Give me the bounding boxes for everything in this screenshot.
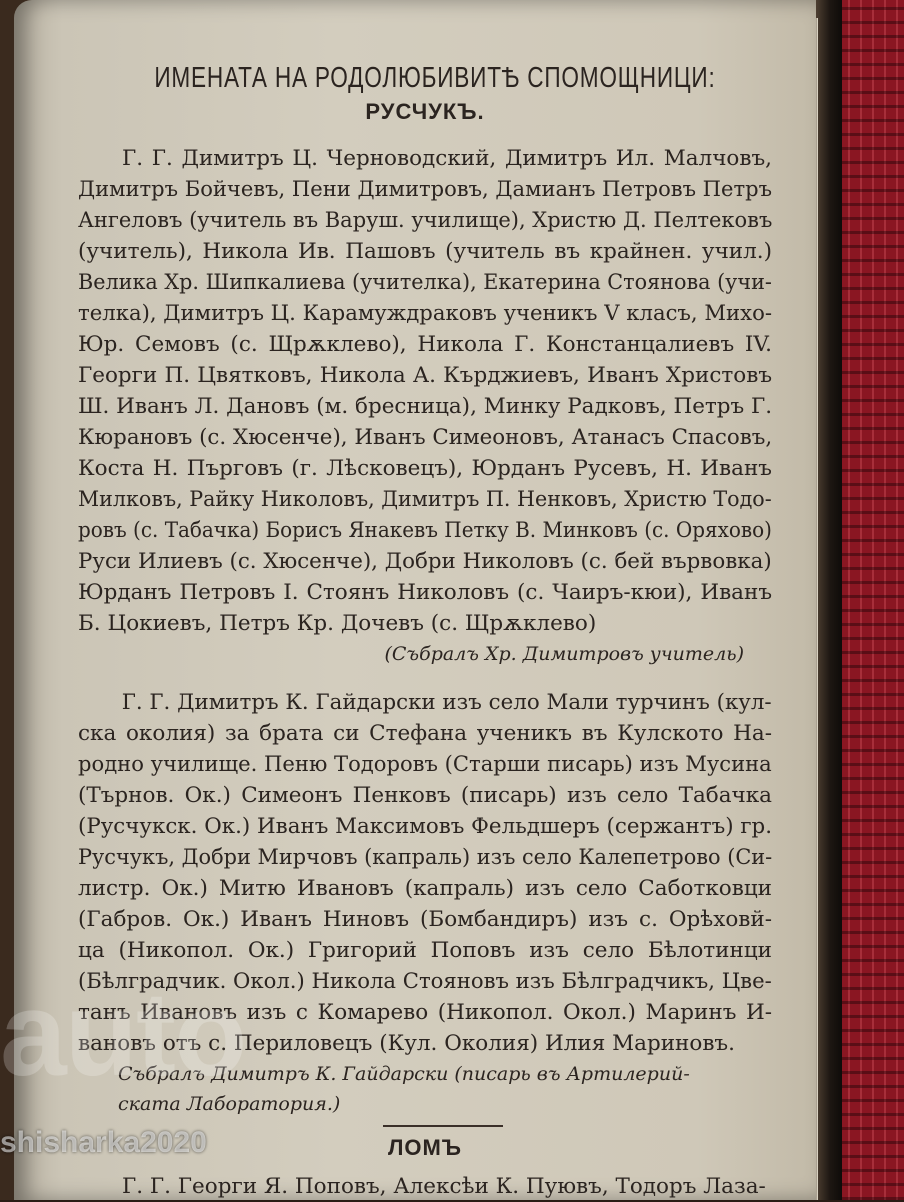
section-gaidarski-signature-1: Събралъ Димитръ К. Гайдарски (писарь въ Артилерий- [118, 1063, 690, 1085]
ruschuk-line: (учитель), Никола Ив. Пашовъ (учитель въ крайнен. учил.) [78, 239, 772, 264]
section-ruschuk-signature: (Събралъ Хр. Димитровъ учитель) [384, 643, 744, 665]
ruschuk-line: Милковъ, Райку Николовъ, Димитръ П. Ненковъ, Христю Тодо- [78, 487, 772, 512]
ruschuk-line: Димитръ Бойчевъ, Пени Димитровъ, Дамианъ Петровъ Петръ [78, 177, 773, 202]
gaidarski-line: ска околия) за брата си Стефана ученикъ въ Кулското На- [78, 721, 772, 746]
gaidarski-line: Г. Г. Димитръ К. Гайдарски изъ село Мали турчинъ (кул- [121, 690, 772, 715]
watermark-large: auto [0, 967, 246, 1101]
page-heading: ИМЕНАТА НА РОДОЛЮБИВИТѢ СПОМОЩНИЦИ: [154, 62, 716, 94]
gaidarski-line: (Габров. Ок.) Иванъ Ниновъ (Бомбандиръ) изъ с. Орѣховй- [78, 907, 772, 932]
gaidarski-line: Русчукъ, Добри Мирчовъ (капраль) изъ село Калепетрово (Си- [78, 845, 773, 870]
ruschuk-line: Ангеловъ (учитель въ Варуш. училище), Христю Д. Пелтековъ [78, 208, 773, 233]
ruschuk-line: Ш. Иванъ Л. Дановъ (м. бресница), Минку Радковъ, Петръ Г. [78, 394, 773, 419]
ruschuk-line: телка), Димитръ Ц. Карамуждраковъ ученикъ V класъ, Михо- [78, 301, 773, 326]
gaidarski-line: вановъ отъ с. Периловецъ (Кул. Околия) Илия Мариновъ. [78, 1031, 735, 1056]
gaidarski-line: ца (Никопол. Ок.) Григорий Поповъ изъ село Бѣлотинци [78, 938, 772, 963]
ruschuk-line: ровъ (с. Табачка) Борисъ Янакевъ Петку В. Минковъ (с. Оряхово) [78, 518, 772, 543]
ruschuk-line: Коста Н. Пърговъ (г. Лѣсковецъ), Юрданъ Русевъ, Н. Иванъ [78, 456, 772, 481]
ruschuk-line: Юрданъ Петровъ I. Стоянъ Николовъ (с. Чаиръ-кюи), Иванъ [78, 580, 772, 605]
ruschuk-line: Георги П. Цвятковъ, Никола А. Кърджиевъ, Иванъ Христовъ [78, 363, 772, 388]
watermark-text: shisharka2020 [0, 1126, 207, 1159]
ruschuk-line: Руси Илиевъ (с. Хюсенче), Добри Николовъ (с. бей вървовка) [78, 549, 772, 574]
ruschuk-line: Кюрановъ (с. Хюсенче), Иванъ Симеоновъ, Атанасъ Спасовъ, [78, 425, 773, 450]
gaidarski-line: (Русчукск. Ок.) Иванъ Максимовъ Фельдшеръ (сержантъ) гр. [78, 814, 773, 839]
section-ruschuk-text [78, 143, 772, 639]
section-title-ruschuk: РУСЧУКЪ. [365, 99, 485, 124]
section-divider [383, 1125, 503, 1127]
section-lom-text [78, 1171, 772, 1202]
section-gaidarski-signature-2: ската Лаборатория.) [118, 1093, 341, 1115]
gaidarski-line: родно училище. Пеню Тодоровъ (Старши писарь) изъ Мусина [78, 752, 772, 777]
gaidarski-line: (Бѣлградчик. Окол.) Никола Стояновъ изъ Бѣлградчикъ, Цве- [78, 969, 772, 994]
gaidarski-line: (Търнов. Ок.) Симеонъ Пенковъ (писарь) изъ село Табачка [78, 783, 772, 808]
ruschuk-line: Б. Цокиевъ, Петръ Кр. Дочевъ (с. Щрѫклево) [78, 611, 597, 636]
ruschuk-line: Велика Хр. Шипкалиева (учителка), Екатерина Стоянова (учи- [78, 270, 772, 295]
ruschuk-line: Г. Г. Димитръ Ц. Черноводский, Димитръ Ил. Малчовъ, [122, 146, 772, 171]
gaidarski-line: листр. Ок.) Митю Ивановъ (капраль) изъ село Саботковци [78, 876, 772, 901]
ruschuk-line: Юр. Семовъ (с. Щрѫклево), Никола Г. Констанцалиевъ IV. [78, 332, 772, 357]
section-title-lom: ЛОМЪ [387, 1135, 462, 1160]
lom-line: Г. Г. Георги Я. Поповъ, Алексѣи К. Пуювъ, Тодоръ Лаза- [122, 1174, 766, 1199]
gaidarski-line: танъ Ивановъ изъ с Комарево (Никопол. Окол.) Маринъ И- [78, 1000, 772, 1025]
